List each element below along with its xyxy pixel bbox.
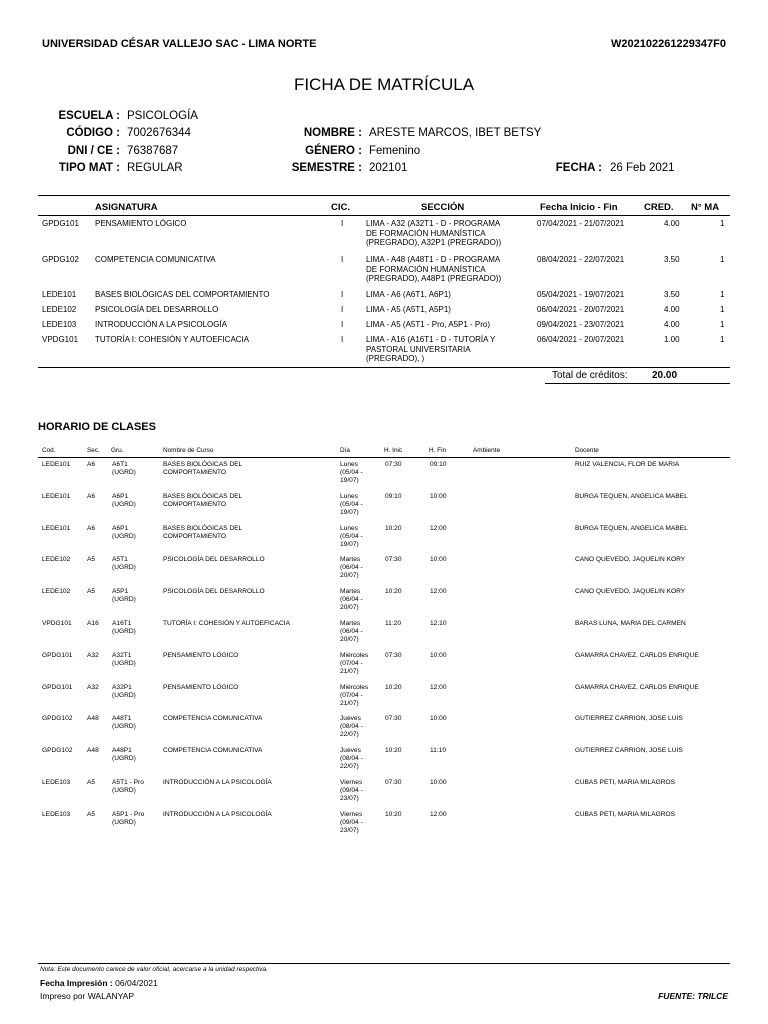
course-section: (PREGRADO), A48P1 (PREGRADO)) bbox=[366, 274, 502, 283]
schedule-course: BASES BIOLÓGICAS DEL bbox=[163, 492, 243, 500]
schedule-day: Lunes bbox=[340, 461, 358, 468]
semestre-value: 202101 bbox=[369, 162, 408, 174]
course-code: VPDG101 bbox=[42, 335, 79, 344]
course-section: DE FORMACIÓN HUMANÍSTICA bbox=[366, 264, 486, 274]
schedule-course: INTRODUCCIÓN A LA PSICOLOGÍA bbox=[163, 779, 272, 786]
schedule-group: (UGRD) bbox=[112, 787, 136, 794]
schedule-teacher: BURGA TEQUEN, ANGELICA MABEL bbox=[575, 492, 688, 500]
schedule-cod: GPDG101 bbox=[42, 651, 73, 659]
course-cycle: I bbox=[341, 290, 344, 299]
schedule-group: A48P1 bbox=[112, 747, 132, 755]
schedule-course: PSICOLOGÍA DEL DESARROLLO bbox=[163, 556, 265, 564]
course-dates: 08/04/2021 - 22/07/2021 bbox=[537, 255, 625, 264]
sched-col-hfin: H. Fin bbox=[429, 447, 447, 454]
schedule-sec: A5 bbox=[87, 810, 96, 818]
sched-col-cod: Cod. bbox=[42, 447, 56, 454]
course-code: GPDG102 bbox=[42, 255, 79, 264]
schedule-day: 23/07) bbox=[340, 795, 359, 802]
schedule-course: BASES BIOLÓGICAS DEL bbox=[163, 461, 243, 468]
course-dates: 06/04/2021 - 20/07/2021 bbox=[537, 335, 625, 344]
schedule-day: Miércoles bbox=[340, 651, 369, 659]
course-credits: 1.00 bbox=[664, 335, 680, 344]
schedule-cod: LEDE101 bbox=[42, 492, 71, 500]
schedule-course: PENSAMIENTO LÓGICO bbox=[163, 651, 239, 659]
course-cycle: I bbox=[341, 335, 344, 344]
schedule-group: (UGRD) bbox=[112, 659, 136, 667]
sched-col-ambiente: Ambiente bbox=[473, 447, 500, 454]
schedule-teacher: CANO QUEVEDO, JAQUELIN KORY bbox=[575, 556, 686, 564]
schedule-start: 07:30 bbox=[385, 556, 402, 564]
schedule-cod: VPDG101 bbox=[42, 620, 72, 627]
course-nma: 1 bbox=[720, 335, 725, 344]
schedule-cod: LEDE101 bbox=[42, 461, 71, 468]
schedule-end: 10:00 bbox=[430, 556, 447, 564]
schedule-teacher: RUIZ VALENCIA, FLOR DE MARIA bbox=[575, 461, 680, 468]
schedule-start: 10:20 bbox=[385, 588, 402, 596]
schedule-group: (UGRD) bbox=[112, 500, 136, 508]
sched-col-hinic: H. Inic bbox=[384, 447, 403, 454]
schedule-course: COMPETENCIA COMUNICATIVA bbox=[163, 747, 263, 755]
schedule-course: COMPORTAMIENTO bbox=[163, 469, 227, 476]
course-code: LEDE101 bbox=[42, 290, 77, 299]
schedule-group: A32T1 bbox=[112, 651, 132, 659]
course-credits: 3.50 bbox=[664, 290, 680, 299]
course-section: LIMA - A6 (A6T1, A6P1) bbox=[366, 290, 451, 299]
schedule-teacher: CUBAS PETI, MARIA MILAGROS bbox=[575, 810, 676, 818]
courses-header-rule bbox=[38, 215, 730, 216]
course-nma: 1 bbox=[720, 305, 725, 314]
schedule-sec: A6 bbox=[87, 492, 96, 500]
schedule-course: BASES BIOLÓGICAS DEL bbox=[163, 524, 243, 532]
schedule-group: (UGRD) bbox=[112, 564, 136, 572]
schedule-course: COMPORTAMIENTO bbox=[163, 500, 227, 508]
schedule-day: Martes bbox=[340, 620, 361, 627]
course-nma: 1 bbox=[720, 320, 725, 329]
nombre-label: NOMBRE : bbox=[303, 127, 362, 139]
schedule-start: 07:30 bbox=[385, 651, 402, 659]
course-cycle: I bbox=[341, 320, 344, 329]
total-credits-rule bbox=[545, 383, 730, 384]
schedule-course: COMPETENCIA COMUNICATIVA bbox=[163, 715, 263, 723]
course-name: TUTORÍA I: COHESIÓN Y AUTOEFICACIA bbox=[95, 335, 250, 344]
schedule-day: 21/07) bbox=[340, 667, 359, 675]
schedule-day: Martes bbox=[340, 588, 361, 596]
schedule-group: A5T1 bbox=[112, 556, 128, 564]
schedule-end: 12:00 bbox=[430, 524, 447, 532]
course-credits: 3.50 bbox=[664, 255, 680, 264]
schedule-group: (UGRD) bbox=[112, 628, 136, 635]
schedule-sec: A5 bbox=[87, 556, 96, 564]
sched-col-sec: Sec. bbox=[87, 447, 100, 454]
schedule-day: 23/07) bbox=[340, 826, 359, 834]
schedule-day: Jueves bbox=[340, 747, 361, 755]
genero-value: Femenino bbox=[369, 145, 421, 157]
schedule-start: 10:20 bbox=[385, 524, 402, 532]
schedule-cod: GPDG101 bbox=[42, 683, 73, 691]
course-credits: 4.00 bbox=[664, 305, 680, 314]
course-section: LIMA - A16 (A16T1 - D - TUTORÍA Y bbox=[366, 335, 496, 344]
escuela-value: PSICOLOGÍA bbox=[127, 110, 198, 122]
course-code: GPDG101 bbox=[42, 219, 79, 228]
schedule-title: HORARIO DE CLASES bbox=[38, 421, 156, 433]
course-cycle: I bbox=[341, 305, 344, 314]
col-ciclo: CIC. bbox=[331, 202, 350, 213]
schedule-end: 11:10 bbox=[430, 747, 447, 755]
course-section: DE FORMACIÓN HUMANÍSTICA bbox=[366, 228, 486, 238]
fecha-label: FECHA : bbox=[555, 162, 602, 174]
col-creditos: CRED. bbox=[644, 202, 674, 213]
schedule-end: 12:00 bbox=[430, 683, 447, 691]
schedule-sec: A48 bbox=[87, 747, 99, 755]
course-dates: 07/04/2021 - 21/07/2021 bbox=[537, 219, 625, 228]
schedule-sec: A48 bbox=[87, 715, 99, 723]
schedule-end: 10:00 bbox=[430, 715, 447, 723]
schedule-day: (06/04 - bbox=[340, 596, 363, 604]
schedule-day: (06/04 - bbox=[340, 564, 363, 572]
schedule-day: 22/07) bbox=[340, 763, 359, 771]
schedule-sec: A5 bbox=[87, 588, 96, 596]
course-section: LIMA - A5 (A5T1 - Pro, A5P1 - Pro) bbox=[366, 320, 491, 329]
schedule-start: 07:30 bbox=[385, 715, 402, 723]
semestre-label: SEMESTRE : bbox=[291, 162, 362, 174]
schedule-day: 20/07) bbox=[340, 572, 359, 580]
schedule-teacher: GAMARRA CHAVEZ, CARLOS ENRIQUE bbox=[575, 683, 699, 691]
printed-by: Impreso por WALANYAP bbox=[40, 991, 135, 1001]
schedule-sec: A6 bbox=[87, 524, 96, 532]
schedule-group: A32P1 bbox=[112, 683, 132, 691]
course-name: BASES BIOLÓGICAS DEL COMPORTAMIENTO bbox=[95, 290, 270, 299]
schedule-group: (UGRD) bbox=[112, 691, 136, 699]
col-nma: N° MA bbox=[691, 202, 720, 213]
print-date bbox=[40, 978, 158, 988]
genero-label: GÉNERO : bbox=[305, 145, 362, 157]
schedule-start: 07:30 bbox=[385, 779, 402, 786]
schedule-day: Miércoles bbox=[340, 683, 369, 691]
course-name: PENSAMIENTO LÓGICO bbox=[95, 219, 187, 228]
source-label: FUENTE: TRILCE bbox=[658, 991, 728, 1001]
schedule-teacher: GUTIERREZ CARRION, JOSE LUIS bbox=[575, 715, 683, 723]
schedule-start: 10:20 bbox=[385, 810, 402, 818]
schedule-start: 10:20 bbox=[385, 747, 402, 755]
schedule-end: 12:00 bbox=[430, 810, 447, 818]
schedule-day: 20/07) bbox=[340, 604, 359, 612]
schedule-day: (05/04 - bbox=[340, 469, 363, 476]
schedule-sec: A32 bbox=[87, 683, 99, 691]
courses-bottom-rule bbox=[38, 367, 730, 368]
schedule-group: (UGRD) bbox=[112, 596, 136, 604]
sched-col-dia: Día bbox=[340, 447, 350, 454]
schedule-day: 20/07) bbox=[340, 636, 359, 643]
schedule-cod: GPDG102 bbox=[42, 747, 73, 755]
course-section: (PREGRADO), A32P1 (PREGRADO)) bbox=[366, 238, 502, 247]
schedule-end: 10:00 bbox=[430, 779, 447, 786]
schedule-group: A5P1 bbox=[112, 588, 129, 596]
schedule-teacher: CANO QUEVEDO, JAQUELIN KORY bbox=[575, 588, 686, 596]
total-credits-label: Total de créditos: bbox=[552, 370, 628, 381]
schedule-day: 19/07) bbox=[340, 540, 359, 548]
schedule-start: 07:30 bbox=[385, 461, 402, 468]
schedule-start: 11:20 bbox=[385, 620, 402, 627]
course-section: PASTORAL UNIVERSITARIA bbox=[366, 344, 471, 354]
schedule-day: (05/04 - bbox=[340, 532, 363, 540]
schedule-day: Jueves bbox=[340, 715, 361, 723]
course-dates: 06/04/2021 - 20/07/2021 bbox=[537, 305, 625, 314]
fecha-value: 26 Feb 2021 bbox=[610, 162, 675, 174]
page-title: FICHA DE MATRÍCULA bbox=[293, 75, 475, 94]
course-name: INTRODUCCIÓN A LA PSICOLOGÍA bbox=[95, 320, 228, 329]
schedule-group: A6T1 bbox=[112, 461, 128, 468]
schedule-course: PSICOLOGÍA DEL DESARROLLO bbox=[163, 588, 265, 596]
schedule-cod: LEDE101 bbox=[42, 524, 71, 532]
schedule-group: A16T1 bbox=[112, 620, 132, 627]
course-name: COMPETENCIA COMUNICATIVA bbox=[95, 255, 216, 264]
courses-top-rule bbox=[38, 195, 730, 196]
schedule-group: A6P1 bbox=[112, 492, 129, 500]
course-section: (PREGRADO), ) bbox=[366, 354, 425, 363]
course-nma: 1 bbox=[720, 219, 725, 228]
schedule-teacher: GAMARRA CHAVEZ, CARLOS ENRIQUE bbox=[575, 651, 699, 659]
schedule-group: A5T1 - Pro bbox=[112, 779, 144, 786]
course-code: LEDE102 bbox=[42, 305, 77, 314]
course-name: PSICOLOGÍA DEL DESARROLLO bbox=[95, 305, 219, 314]
course-cycle: I bbox=[341, 255, 344, 264]
schedule-end: 12:10 bbox=[430, 620, 447, 627]
schedule-day: Martes bbox=[340, 556, 361, 564]
schedule-day: (09/04 - bbox=[340, 787, 363, 794]
schedule-end: 12:00 bbox=[430, 588, 447, 596]
schedule-teacher: CUBAS PETI, MARIA MILAGROS bbox=[575, 779, 676, 786]
schedule-day: (09/04 - bbox=[340, 818, 363, 826]
tipo-mat-label: TIPO MAT : bbox=[58, 162, 120, 174]
document-code: W202102261229347F0 bbox=[611, 38, 726, 50]
schedule-day: Viernes bbox=[340, 779, 363, 786]
schedule-teacher: GUTIERREZ CARRION, JOSE LUIS bbox=[575, 747, 683, 755]
schedule-end: 10:00 bbox=[430, 492, 447, 500]
course-cycle: I bbox=[341, 219, 344, 228]
schedule-teacher: BARAS LUNA, MARIA DEL CARMEN bbox=[575, 620, 686, 627]
course-credits: 4.00 bbox=[664, 219, 680, 228]
schedule-group: (UGRD) bbox=[112, 755, 136, 763]
schedule-end: 10:00 bbox=[430, 651, 447, 659]
footer-rule bbox=[38, 963, 730, 964]
schedule-course: PENSAMIENTO LÓGICO bbox=[163, 683, 239, 691]
sched-col-curso: Nombre de Curso bbox=[163, 447, 214, 454]
dni-value: 76387687 bbox=[127, 145, 179, 157]
col-asignatura: ASIGNATURA bbox=[95, 202, 158, 213]
schedule-cod: LEDE103 bbox=[42, 779, 71, 786]
course-section: LIMA - A32 (A32T1 - D - PROGRAMA bbox=[366, 219, 501, 228]
university-name: UNIVERSIDAD CÉSAR VALLEJO SAC - LIMA NORTE bbox=[42, 38, 317, 50]
schedule-day: 19/07) bbox=[340, 477, 359, 484]
sched-col-docente: Docente bbox=[575, 447, 599, 454]
schedule-group: (UGRD) bbox=[112, 818, 136, 826]
dni-label: DNI / CE : bbox=[67, 145, 120, 157]
footer-note: Nota: Este documento carece de valor oficial, acercarse a la unidad respectiva. bbox=[40, 966, 268, 973]
print-date-value: 06/04/2021 bbox=[115, 978, 158, 988]
course-code: LEDE103 bbox=[42, 320, 77, 329]
schedule-start: 09:10 bbox=[385, 492, 402, 500]
schedule-group: A48T1 bbox=[112, 715, 132, 723]
schedule-group: (UGRD) bbox=[112, 469, 136, 476]
schedule-day: (08/04 - bbox=[340, 755, 363, 763]
schedule-cod: GPDG102 bbox=[42, 715, 73, 723]
sched-col-gru: Gru. bbox=[111, 447, 124, 454]
course-dates: 05/04/2021 - 19/07/2021 bbox=[537, 290, 625, 299]
schedule-day: (07/04 - bbox=[340, 691, 363, 699]
print-date-label: Fecha Impresión : bbox=[40, 978, 113, 988]
schedule-group: A6P1 bbox=[112, 524, 129, 532]
course-section: LIMA - A48 (A48T1 - D - PROGRAMA bbox=[366, 255, 501, 264]
schedule-header-rule bbox=[38, 457, 730, 458]
schedule-day: 21/07) bbox=[340, 699, 359, 707]
schedule-course: COMPORTAMIENTO bbox=[163, 532, 227, 540]
course-nma: 1 bbox=[720, 290, 725, 299]
schedule-course: TUTORÍA I: COHESIÓN Y AUTOEFICACIA bbox=[163, 620, 291, 627]
schedule-start: 10:20 bbox=[385, 683, 402, 691]
codigo-value: 7002676344 bbox=[127, 127, 191, 139]
nombre-value: ARESTE MARCOS, IBET BETSY bbox=[369, 127, 542, 139]
codigo-label: CÓDIGO : bbox=[66, 127, 120, 139]
schedule-sec: A6 bbox=[87, 461, 96, 468]
schedule-sec: A5 bbox=[87, 779, 96, 786]
schedule-day: Viernes bbox=[340, 810, 363, 818]
schedule-cod: LEDE102 bbox=[42, 588, 71, 596]
schedule-sec: A32 bbox=[87, 651, 99, 659]
total-credits-value: 20.00 bbox=[652, 370, 678, 381]
schedule-day: Lunes bbox=[340, 492, 358, 500]
course-section: LIMA - A5 (A5T1, A5P1) bbox=[366, 305, 451, 314]
schedule-sec: A16 bbox=[87, 620, 99, 627]
schedule-day: (05/04 - bbox=[340, 500, 363, 508]
schedule-cod: LEDE103 bbox=[42, 810, 71, 818]
col-seccion: SECCIÓN bbox=[421, 202, 465, 213]
tipo-mat-value: REGULAR bbox=[127, 162, 183, 174]
schedule-day: (06/04 - bbox=[340, 628, 363, 635]
course-nma: 1 bbox=[720, 255, 725, 264]
col-fechas: Fecha Inicio - Fin bbox=[540, 202, 618, 213]
schedule-group: (UGRD) bbox=[112, 532, 136, 540]
course-credits: 4.00 bbox=[664, 320, 680, 329]
schedule-day: (07/04 - bbox=[340, 659, 363, 667]
schedule-day: 19/07) bbox=[340, 508, 359, 516]
schedule-end: 09:10 bbox=[430, 461, 447, 468]
schedule-group: (UGRD) bbox=[112, 723, 136, 731]
schedule-day: (08/04 - bbox=[340, 723, 363, 731]
schedule-day: Lunes bbox=[340, 524, 358, 532]
escuela-label: ESCUELA : bbox=[58, 110, 120, 122]
schedule-day: 22/07) bbox=[340, 731, 359, 739]
schedule-cod: LEDE102 bbox=[42, 556, 71, 564]
schedule-group: A5P1 - Pro bbox=[112, 810, 145, 818]
course-dates: 09/04/2021 - 23/07/2021 bbox=[537, 320, 625, 329]
schedule-teacher: BURGA TEQUEN, ANGELICA MABEL bbox=[575, 524, 688, 532]
schedule-course: INTRODUCCIÓN A LA PSICOLOGÍA bbox=[163, 810, 272, 818]
